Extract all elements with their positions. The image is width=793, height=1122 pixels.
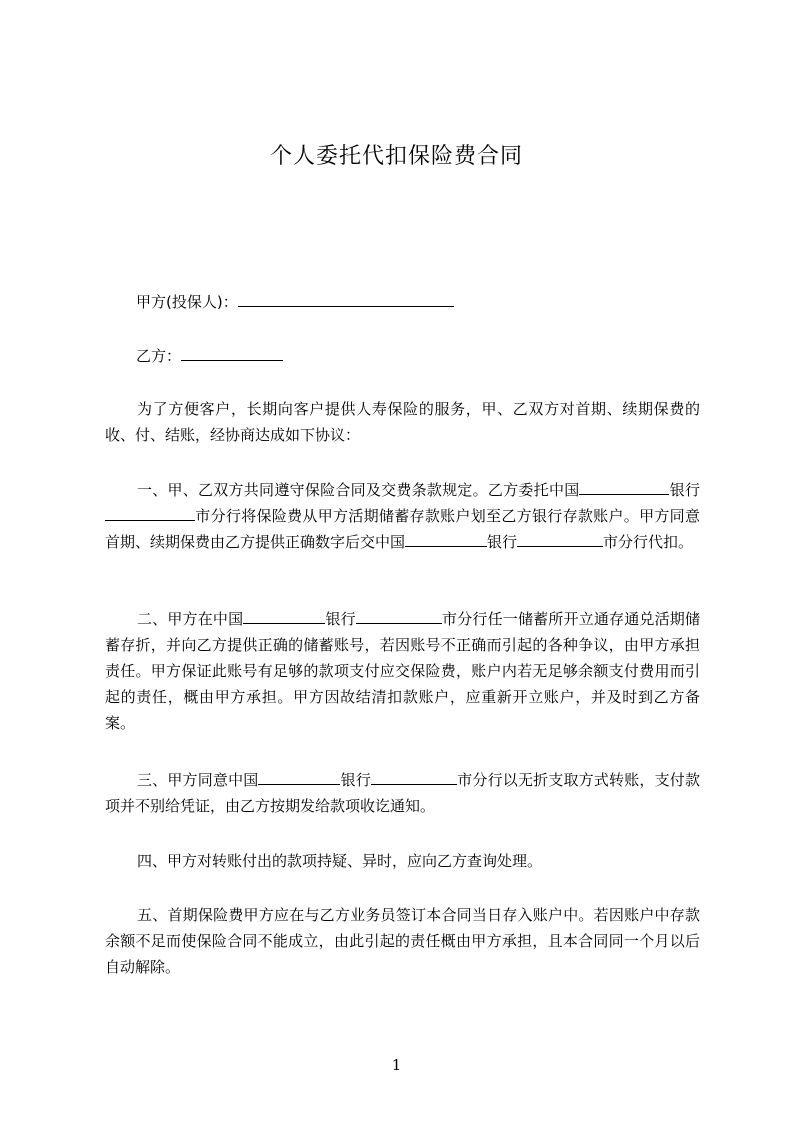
intro-paragraph: 为了方便客户，长期向客户提供人寿保险的服务，甲、乙双方对首期、续期保费的收、付、结账，经协商达成如下协议：: [105, 400, 700, 444]
clause-1-text-1: 一、甲、乙双方共同遵守保险合同及交费条款规定。乙方委托中国: [137, 481, 580, 499]
clause-2-blank-1: [243, 609, 325, 624]
clause-1-text-5: 市分行代扣。: [603, 533, 694, 551]
clause-1-blank-2: [105, 506, 195, 521]
clause-2-text-2: 银行: [325, 610, 356, 628]
clause-4: 四、甲方对转账付出的款项持疑、异时，应向乙方查询处理。: [137, 852, 543, 870]
clause-3-blank-1: [258, 770, 340, 785]
clause-1: [105, 477, 700, 555]
clause-5: 五、首期保险费甲方应在与乙方业务员签订本合同当日存入账户中。若因账户中存款余额不足而使保险合同不能成立，由此引起的责任概由甲方承担，且本合同同一个月以后自动解除。: [105, 906, 700, 976]
clause-1-blank-3: [405, 532, 487, 547]
clause-3-text-2: 银行: [340, 771, 372, 789]
party-a-label: 甲方(投保人)：: [136, 293, 238, 311]
clause-3: [105, 767, 700, 819]
clause-1-text-4: 银行: [487, 533, 518, 551]
clause-2: [105, 606, 700, 736]
clause-1-blank-4: [517, 532, 603, 547]
party-a-line: [136, 292, 454, 312]
clause-3-blank-2: [371, 770, 457, 785]
clause-3-text-3: 市分行以无折支取方式转账，支付款项并不别给凭证，由乙方按期发给款项收讫通知。: [105, 771, 700, 815]
clause-3-text-1: 三、甲方同意中国: [137, 771, 259, 789]
clause-1-blank-1: [579, 480, 669, 495]
clause-2-blank-2: [356, 609, 442, 624]
document-title: 个人委托代扣保险费合同: [269, 144, 523, 169]
clause-2-text-3: 市分行任一储蓄所开立通存通兑活期储蓄存折，并向乙方提供正确的储蓄账号，若因账号不正确而引起的各种争议，由甲方承担责任。甲方保证此账号有足够的款项支付应交保险费，账户内若无足够余额支付费用而引起的责任，概由甲方承担。甲方因故结清扣款账户，应重新开立账户，并及时到乙方备案。: [105, 610, 700, 732]
clause-2-text-1: 二、甲方在中国: [137, 610, 244, 628]
clause-1-text-3: 市分行将保险费从甲方活期储蓄存款账户划至乙方银行存款账户。甲方同意首期、续期保费由乙方提供正确数字后交中国: [105, 507, 700, 551]
page-number: 1: [391, 1056, 402, 1074]
party-b-blank: [181, 346, 283, 361]
clause-1-text-2: 银行: [669, 481, 700, 499]
party-b-line: [136, 346, 283, 366]
party-a-blank: [238, 292, 454, 307]
party-b-label: 乙方：: [136, 347, 182, 365]
